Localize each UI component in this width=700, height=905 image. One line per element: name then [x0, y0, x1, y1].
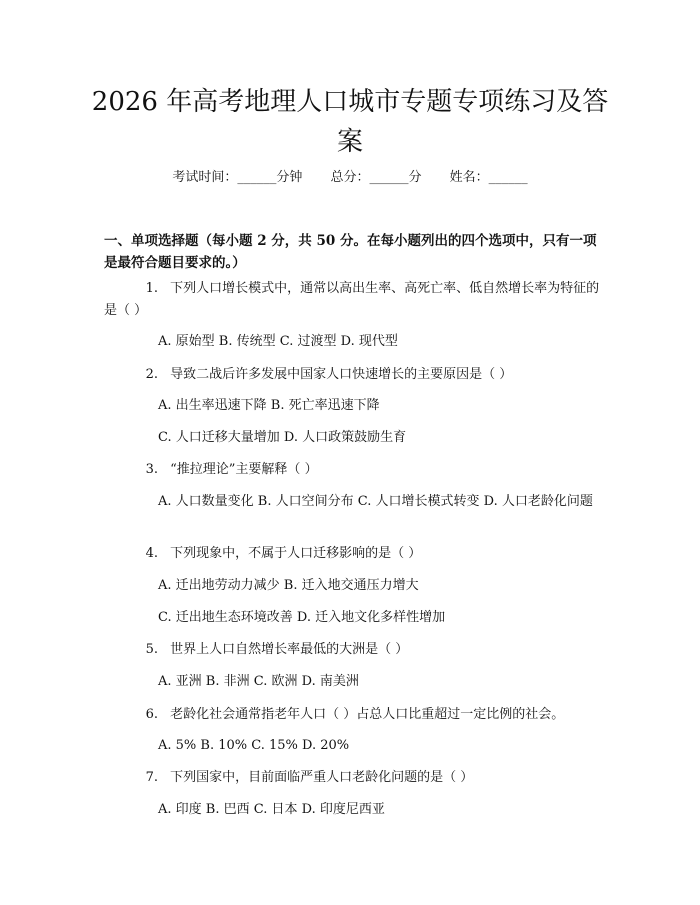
question-3-options: [104, 491, 604, 513]
question-number: 2.: [145, 367, 158, 382]
question-1-options: A. 原始型 B. 传统型 C. 过渡型 D. 现代型: [158, 334, 398, 349]
page-title: 2026 年高考地理人口城市专题专项练习及答案: [91, 87, 609, 157]
question-6-options: A. 5% B. 10% C. 15% D. 20%: [158, 738, 350, 753]
question-4-options-line-2: C. 迁出地生态环境改善 D. 迁入地文化多样性增加: [158, 610, 446, 625]
question-number: 1.: [145, 281, 158, 296]
question-2: [104, 364, 604, 386]
question-5: [104, 639, 604, 661]
question-6: [104, 704, 604, 726]
question-stem: 下列人口增长模式中，通常以高出生率、高死亡率、低自然增长率为特征的是（ ）: [104, 281, 600, 318]
student-name-field: 姓名：______: [449, 170, 528, 185]
question-1: [104, 278, 604, 322]
question-3: [104, 459, 604, 481]
exam-time-field: 考试时间：______分钟: [172, 170, 303, 185]
question-stem: 下列现象中，不属于人口迁移影响的是（ ）: [170, 546, 422, 561]
question-4: [104, 543, 604, 565]
question-number: 6.: [145, 707, 158, 722]
question-number: 3.: [145, 462, 158, 477]
section-heading: 一、单项选择题（每小题 2 分，共 50 分。在每小题列出的四个选项中，只有一项是最符合题目要求的。）: [104, 233, 597, 271]
question-7: [104, 767, 604, 789]
question-2-options-line-1: A. 出生率迅速下降 B. 死亡率迅速下降: [158, 398, 380, 413]
question-number: 7.: [145, 770, 158, 785]
question-stem: 导致二战后许多发展中国家人口快速增长的主要原因是（ ）: [170, 367, 513, 382]
question-7-options: A. 印度 B. 巴西 C. 日本 D. 印度尼西亚: [158, 802, 385, 817]
total-score-field: 总分：______分: [330, 170, 422, 185]
question-stem: 世界上人口自然增长率最低的大洲是（ ）: [170, 642, 409, 657]
question-number: 5.: [145, 642, 158, 657]
question-stem: 下列国家中，目前面临严重人口老龄化问题的是（ ）: [170, 770, 474, 785]
question-5-options: A. 亚洲 B. 非洲 C. 欧洲 D. 南美洲: [158, 674, 359, 689]
question-4-options-line-1: A. 迁出地劳动力减少 B. 迁入地交通压力增大: [158, 578, 419, 593]
question-2-options-line-2: C. 人口迁移大量增加 D. 人口政策鼓励生育: [158, 430, 407, 445]
exam-meta: [0, 168, 700, 188]
question-stem: “推拉理论”主要解释（ ）: [170, 462, 318, 477]
question-number: 4.: [145, 546, 158, 561]
question-options-text: A. 人口数量变化 B. 人口空间分布 C. 人口增长模式转变 D. 人口老龄化问题: [158, 494, 593, 509]
question-stem: 老龄化社会通常指老年人口（ ）占总人口比重超过一定比例的社会。: [170, 707, 565, 722]
